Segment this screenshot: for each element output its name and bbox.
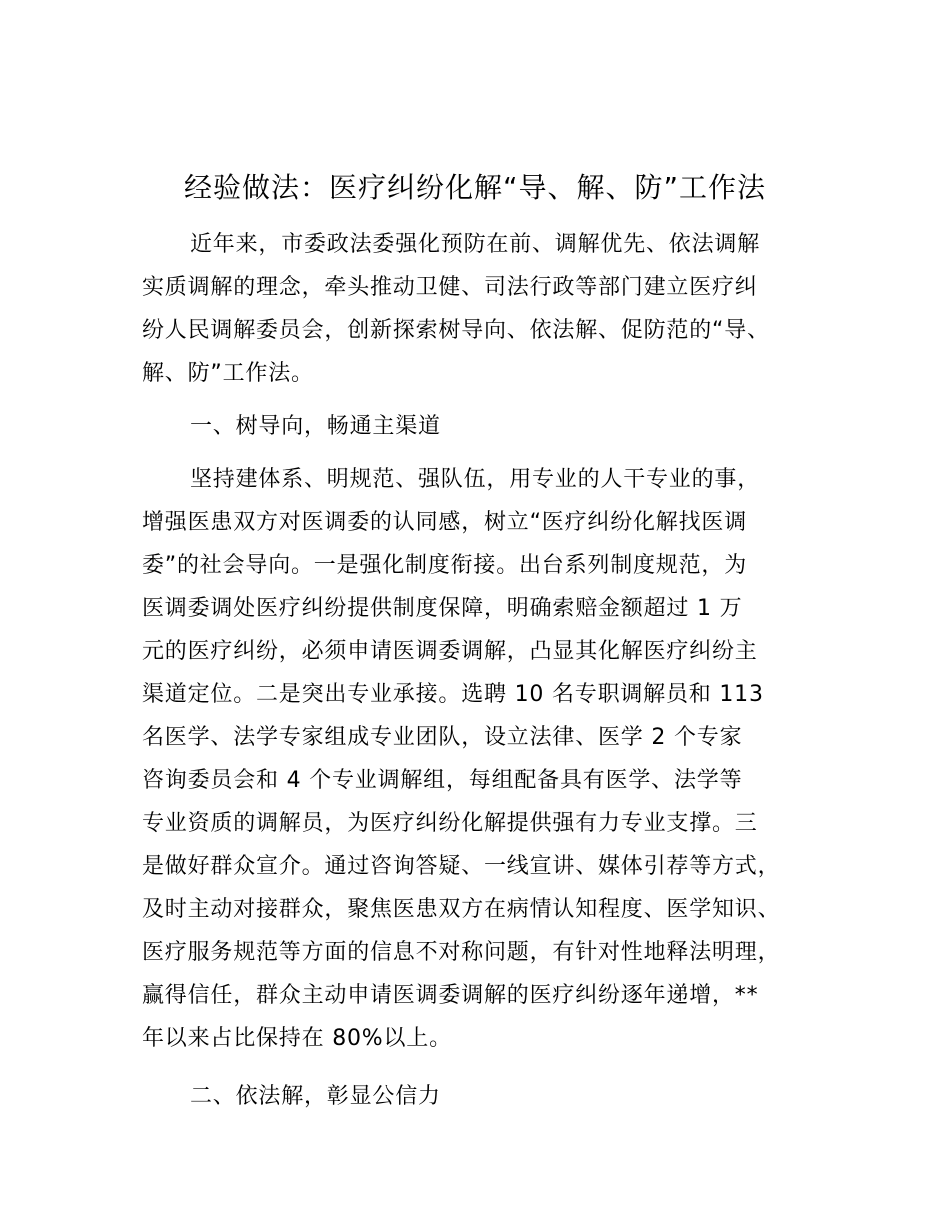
section-1-line-5: 元的医疗纠纷，必须申请医调委调解，凸显其化解医疗纠纷主: [142, 639, 758, 664]
section-1-line-3: 委”的社会导向。一是强化制度衔接。出台系列制度规范，为: [142, 553, 747, 578]
section-2-heading: 二、依法解，彰显公信力: [190, 1084, 441, 1109]
document-title: 经验做法：医疗纠纷化解“导、解、防”工作法: [183, 171, 766, 204]
section-1-line-10: 是做好群众宣介。通过咨询答疑、一线宣讲、媒体引荐等方式，: [142, 854, 781, 879]
section-1-line-4: 医调委调处医疗纠纷提供制度保障，明确索赔金额超过 1 万: [142, 596, 743, 621]
intro-line-1: 近年来，市委政法委强化预防在前、调解优先、依法调解: [190, 232, 761, 257]
section-1-line-11: 及时主动对接群众，聚焦医患双方在病情认知程度、医学知识、: [142, 897, 781, 922]
section-1-line-2: 增强医患双方对医调委的认同感，树立“医疗纠纷化解找医调: [142, 510, 747, 535]
section-1-line-6: 渠道定位。二是突出专业承接。选聘 10 名专职调解员和 113: [142, 682, 764, 707]
section-1-line-13: 赢得信任，群众主动申请医调委调解的医疗纠纷逐年递增，**: [142, 983, 759, 1008]
intro-line-2: 实质调解的理念，牵头推动卫健、司法行政等部门建立医疗纠: [142, 275, 758, 300]
section-1-line-12: 医疗服务规范等方面的信息不对称问题，有针对性地释法明理，: [142, 940, 781, 965]
section-1-line-1: 坚持建体系、明规范、强队伍，用专业的人干专业的事，: [190, 467, 761, 492]
section-1-heading: 一、树导向，畅通主渠道: [190, 414, 441, 439]
section-1-line-7: 名医学、法学专家组成专业团队，设立法律、医学 2 个专家: [142, 725, 743, 750]
section-1-line-8: 咨询委员会和 4 个专业调解组，每组配备具有医学、法学等: [142, 768, 743, 793]
intro-line-3: 纷人民调解委员会，创新探索树导向、依法解、促防范的“导、: [142, 318, 770, 343]
intro-line-4: 解、防”工作法。: [142, 361, 314, 386]
section-1-line-14: 年以来占比保持在 80%以上。: [142, 1026, 452, 1051]
section-1-line-9: 专业资质的调解员，为医疗纠纷化解提供强有力专业支撑。三: [142, 811, 758, 836]
